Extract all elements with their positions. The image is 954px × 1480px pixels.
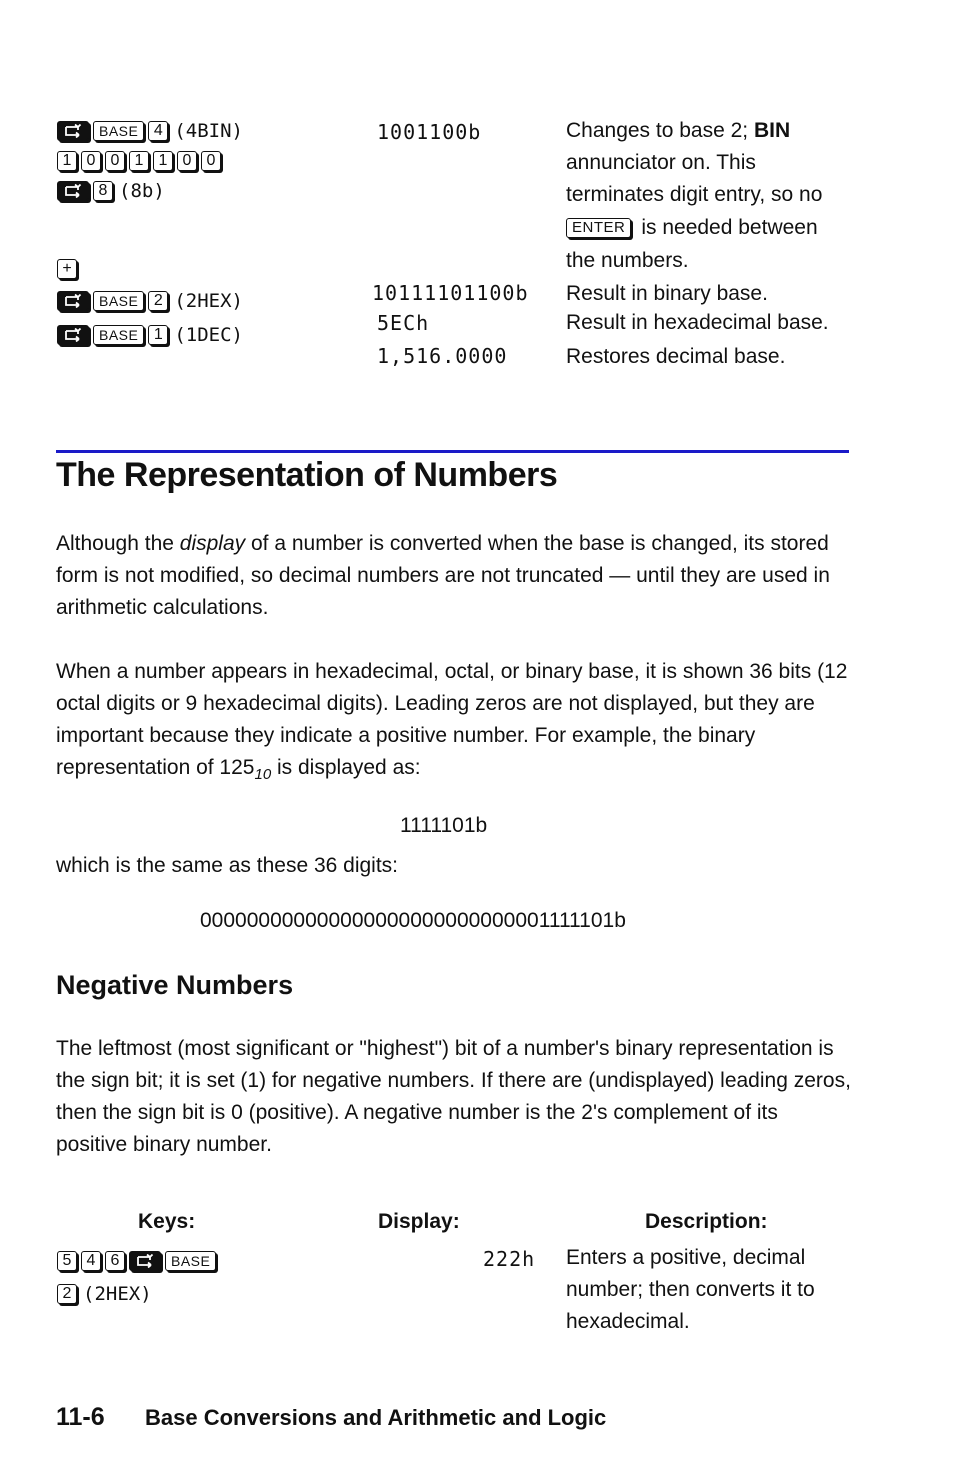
key-sequence-row [57,116,357,146]
display-value: 5ECh [377,311,430,335]
description-2: Result in binary base. [566,282,768,305]
keys-column-2 [57,1245,357,1311]
menu-label: (8b) [119,180,165,202]
paragraph-3: which is the same as these 36 digits: [56,854,399,877]
section-rule [56,450,849,453]
key-sequence-row [57,1277,357,1311]
emphasis: display [179,532,246,555]
calculator-key: 1 [148,325,168,345]
paragraph-2: When a number appears in hexadecimal, octal, or binary base, it is shown 36 bits (12 octal digits or 9 hexadecimal digits). Leading zeros are not displayed, but they are important because they indicate a positive number. For example, the binary representation of $125_{10}$ is displayed as: [56,660,848,783]
menu-label: (1DEC) [174,324,243,346]
description-3: Result in hexadecimal base. [566,311,829,334]
enter-key: ENTER [566,218,631,238]
display-value: 1001100b [377,120,482,144]
display-value: 222h [483,1247,536,1271]
key-sequence-row [57,146,357,176]
right-shift-icon [57,181,89,201]
header-keys: Keys: [138,1210,196,1233]
calculator-key: 0 [177,151,197,171]
page-number: 11-6 [56,1403,105,1431]
annunciator-name: BIN [753,119,791,142]
section-title: The Representation of Numbers [56,456,558,494]
key-sequence-row [57,1245,357,1277]
example-36-digits: 000000000000000000000000000001111101b [200,909,626,932]
key-sequence-row [57,254,357,284]
right-shift-icon [57,325,89,345]
right-shift-icon [129,1251,161,1271]
description-text: is needed between [641,216,818,239]
menu-label: (2HEX) [174,290,243,312]
key-sequence-row [57,176,357,206]
key-sequence-row [57,284,357,318]
right-shift-icon [57,121,89,141]
base-key: BASE [93,121,144,141]
description-5: Enters a positive, decimal number; then converts it to hexadecimal. [566,1246,815,1333]
description-text: annunciator on. This [566,151,756,174]
display-value: 1,516.0000 [377,344,508,368]
calculator-key: 0 [81,151,101,171]
base-key: BASE [93,325,144,345]
key-sequence-row [57,318,357,352]
subscript: 10 [254,766,272,783]
calculator-key: + [57,259,77,279]
description-text: Changes to base 2; [566,119,754,142]
display-value: 10111101100b [372,281,529,305]
example-binary: 1111101b [400,814,488,837]
paragraph-4: The leftmost (most significant or "highest") bit of a number's binary representation is the sign bit; it is set (1) for negative numbers. If there are (undisplayed) leading zeros, then the sign bit is 0 (positive). A negative number is the 2's complement of its positive binary number. [56,1037,851,1156]
description-text: the numbers. [566,249,689,272]
calculator-key: 0 [201,151,221,171]
calculator-key: 8 [93,181,113,201]
calculator-key: 5 [57,1251,77,1271]
description-4: Restores decimal base. [566,345,786,368]
paragraph-1: Although the display of a number is converted when the base is changed, its stored form is not modified, so decimal numbers are not truncated — until they are used in arithmetic calculations. [56,532,830,619]
menu-label: (4BIN) [174,120,243,142]
description-1 [566,115,856,277]
header-display: Display: [378,1210,460,1233]
base-key: BASE [165,1251,216,1271]
chapter-title: Base Conversions and Arithmetic and Logic [145,1405,607,1430]
calculator-key: 2 [148,291,168,311]
description-text: terminates digit entry, so no [566,183,823,206]
calculator-key: 1 [57,151,77,171]
calculator-key: 6 [105,1251,125,1271]
right-shift-icon [57,291,89,311]
calculator-key: 2 [57,1284,77,1304]
subsection-title: Negative Numbers [56,970,294,1000]
calculator-key: 0 [105,151,125,171]
calculator-key: 1 [153,151,173,171]
menu-label: (2HEX) [83,1283,152,1305]
header-description: Description: [645,1210,768,1233]
calculator-key: 1 [129,151,149,171]
calculator-key: 4 [148,121,168,141]
keys-column-1 [57,116,357,352]
calculator-key: 4 [81,1251,101,1271]
base-key: BASE [93,291,144,311]
